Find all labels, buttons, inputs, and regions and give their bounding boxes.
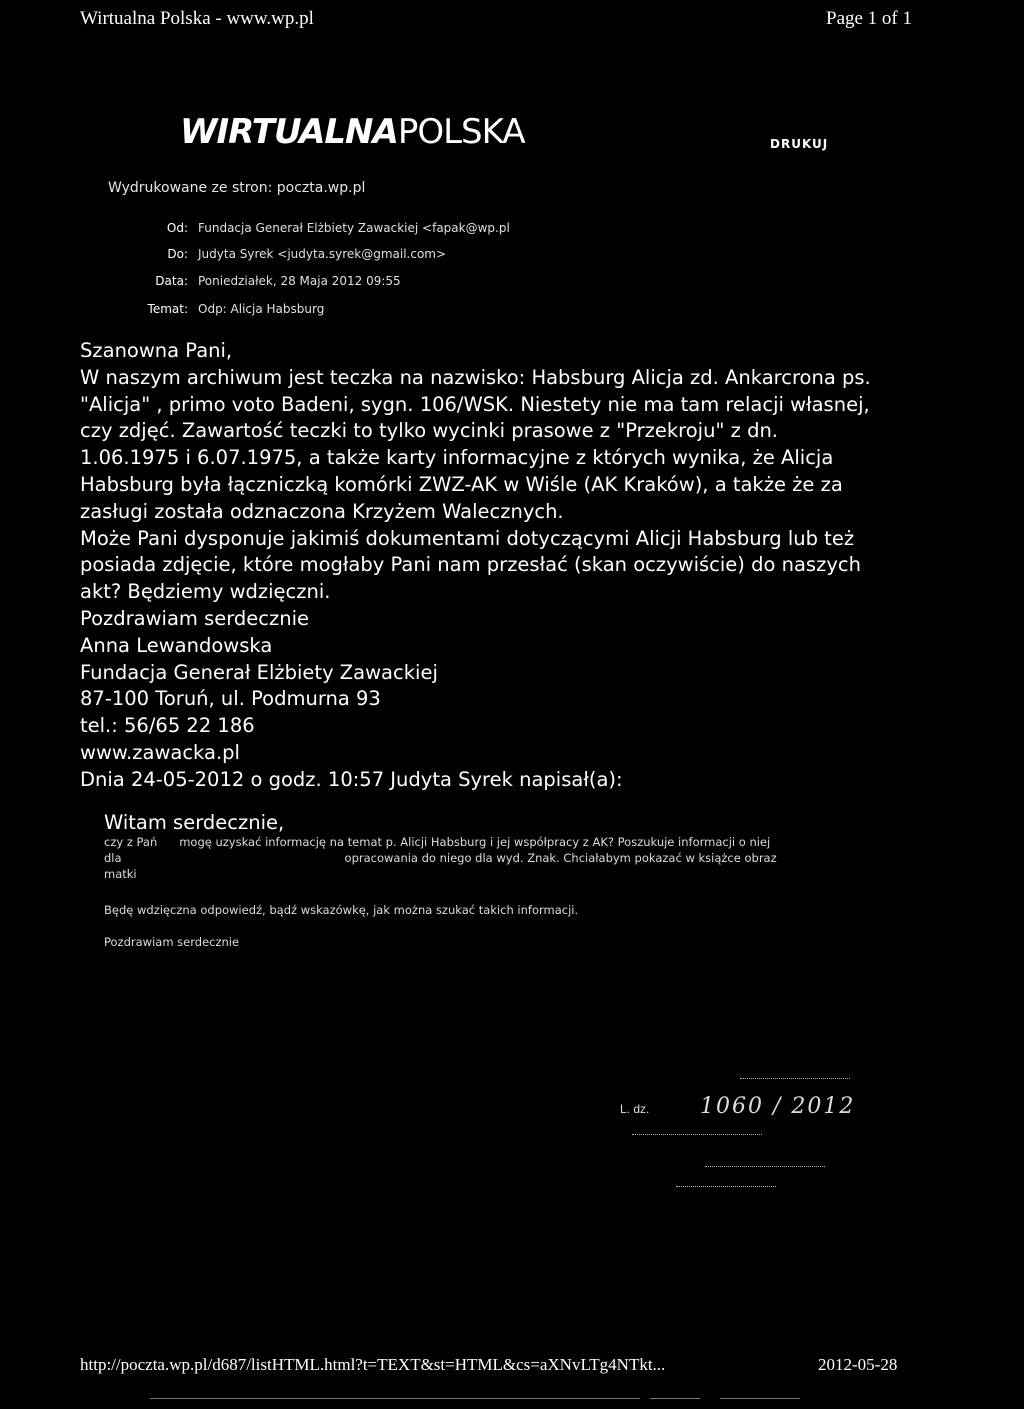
body-line: 87-100 Toruń, ul. Podmurna 93: [80, 687, 381, 711]
body-line: "Alicja" , primo voto Badeni, sygn. 106/WSK. Niestety nie ma tam relacji własnej,: [80, 392, 870, 416]
quoted-paragraph-2: Będę wdzięczna odpowiedź, bądź wskazówkę, jak można szukać takich informacji.: [104, 903, 579, 917]
body-email-link[interactable]: www.zawacka.pl: [80, 740, 240, 764]
meta-to: [108, 247, 628, 261]
logo-thin: POLSKA: [397, 112, 525, 152]
stamp-dotted-line: [632, 1134, 762, 1135]
print-header-page: Page 1 of 1: [826, 8, 913, 29]
registry-stamp: [620, 1068, 880, 1188]
stamp-label: L. dz.: [620, 1102, 650, 1116]
footer-rule: [150, 1398, 640, 1399]
print-button[interactable]: DRUKUJ: [770, 137, 829, 151]
stamp-number: 1060 / 2012: [700, 1094, 856, 1119]
body-line: akt? Będziemy wdzięczni.: [80, 580, 331, 604]
body-line: Pozdrawiam serdecznie: [80, 606, 310, 630]
body-line: Fundacja Generał Elżbiety Zawackiej: [80, 660, 438, 684]
body-line: Szanowna Pani,: [80, 339, 233, 362]
body-line: 1.06.1975 i 6.07.1975, a także karty informacyjne z których wynika, że Alicja: [80, 446, 834, 470]
meta-subject: [108, 302, 628, 316]
quoted-paragraph-1: [104, 834, 924, 882]
quoted-signature: Pozdrawiam serdecznie: [104, 935, 240, 949]
footer-date: 2012-05-28: [818, 1355, 898, 1374]
quoted-line: czy z Pań mogę uzyskać informację na temat p. Alicji Habsburg i jej współpracy z AK? Poszukuje informacji o niej: [104, 835, 771, 849]
body-line: Dnia 24-05-2012 o godz. 10:57 Judyta Syrek napisał(a):: [80, 767, 623, 791]
footer-rule: [650, 1398, 700, 1399]
footer-rule: [720, 1398, 800, 1399]
quoted-greeting: Witam serdecznie,: [104, 811, 285, 834]
quoted-line: dla opracowania do niego dla wyd. Znak. Chciałabym pokazać w książce obraz: [104, 851, 777, 865]
footer-url: http://poczta.wp.pl/d687/listHTML.html?t=TEXT&st=HTML&cs=aXNvLTg4NTkt...: [80, 1355, 666, 1374]
meta-subject-label: Temat:: [147, 302, 188, 316]
body-line: tel.: 56/65 22 186: [80, 714, 255, 738]
meta-from-label: Od:: [166, 221, 188, 235]
meta-date-value: Poniedziałek, 28 Maja 2012 09:55: [198, 274, 401, 288]
meta-subject-value: Odp: Alicja Habsburg: [198, 302, 325, 316]
meta-from-value: Fundacja Generał Elżbiety Zawackiej <fapak@wp.pl: [198, 221, 510, 235]
meta-to-label: Do:: [167, 247, 188, 261]
printed-from: Wydrukowane ze stron: poczta.wp.pl: [108, 180, 366, 196]
stamp-dotted-line: [705, 1166, 825, 1167]
body-line: Habsburg była łączniczką komórki ZWZ-AK w Wiśle (AK Kraków), a także że za: [80, 472, 843, 496]
stamp-dotted-line: [676, 1186, 776, 1187]
stamp-dotted-line: [740, 1078, 850, 1079]
meta-from: [108, 221, 628, 235]
quoted-line: matki: [104, 867, 137, 881]
body-line: Anna Lewandowska: [80, 633, 273, 657]
message-body: [80, 338, 950, 794]
body-line: posiada zdjęcie, które mogłaby Pani nam przesłać (skan oczywiście) do naszych: [80, 553, 861, 577]
logo-bold: WIRTUALNA: [180, 112, 398, 152]
wp-logo[interactable]: [180, 112, 525, 152]
meta-to-value: Judyta Syrek <judyta.syrek@gmail.com>: [198, 247, 447, 261]
print-header-site: Wirtualna Polska - www.wp.pl: [80, 8, 314, 29]
meta-date: [108, 274, 628, 288]
body-line: czy zdjęć. Zawartość teczki to tylko wycinki prasowe z "Przekroju" z dn.: [80, 419, 779, 443]
meta-date-label: Data:: [155, 274, 188, 288]
body-line: zasługi została odznaczona Krzyżem Walecznych.: [80, 499, 564, 523]
body-line: W naszym archiwum jest teczka na nazwisko: Habsburg Alicja zd. Ankarcrona ps.: [80, 365, 871, 389]
body-line: Może Pani dysponuje jakimiś dokumentami dotyczącymi Alicji Habsburg lub też: [80, 526, 855, 550]
